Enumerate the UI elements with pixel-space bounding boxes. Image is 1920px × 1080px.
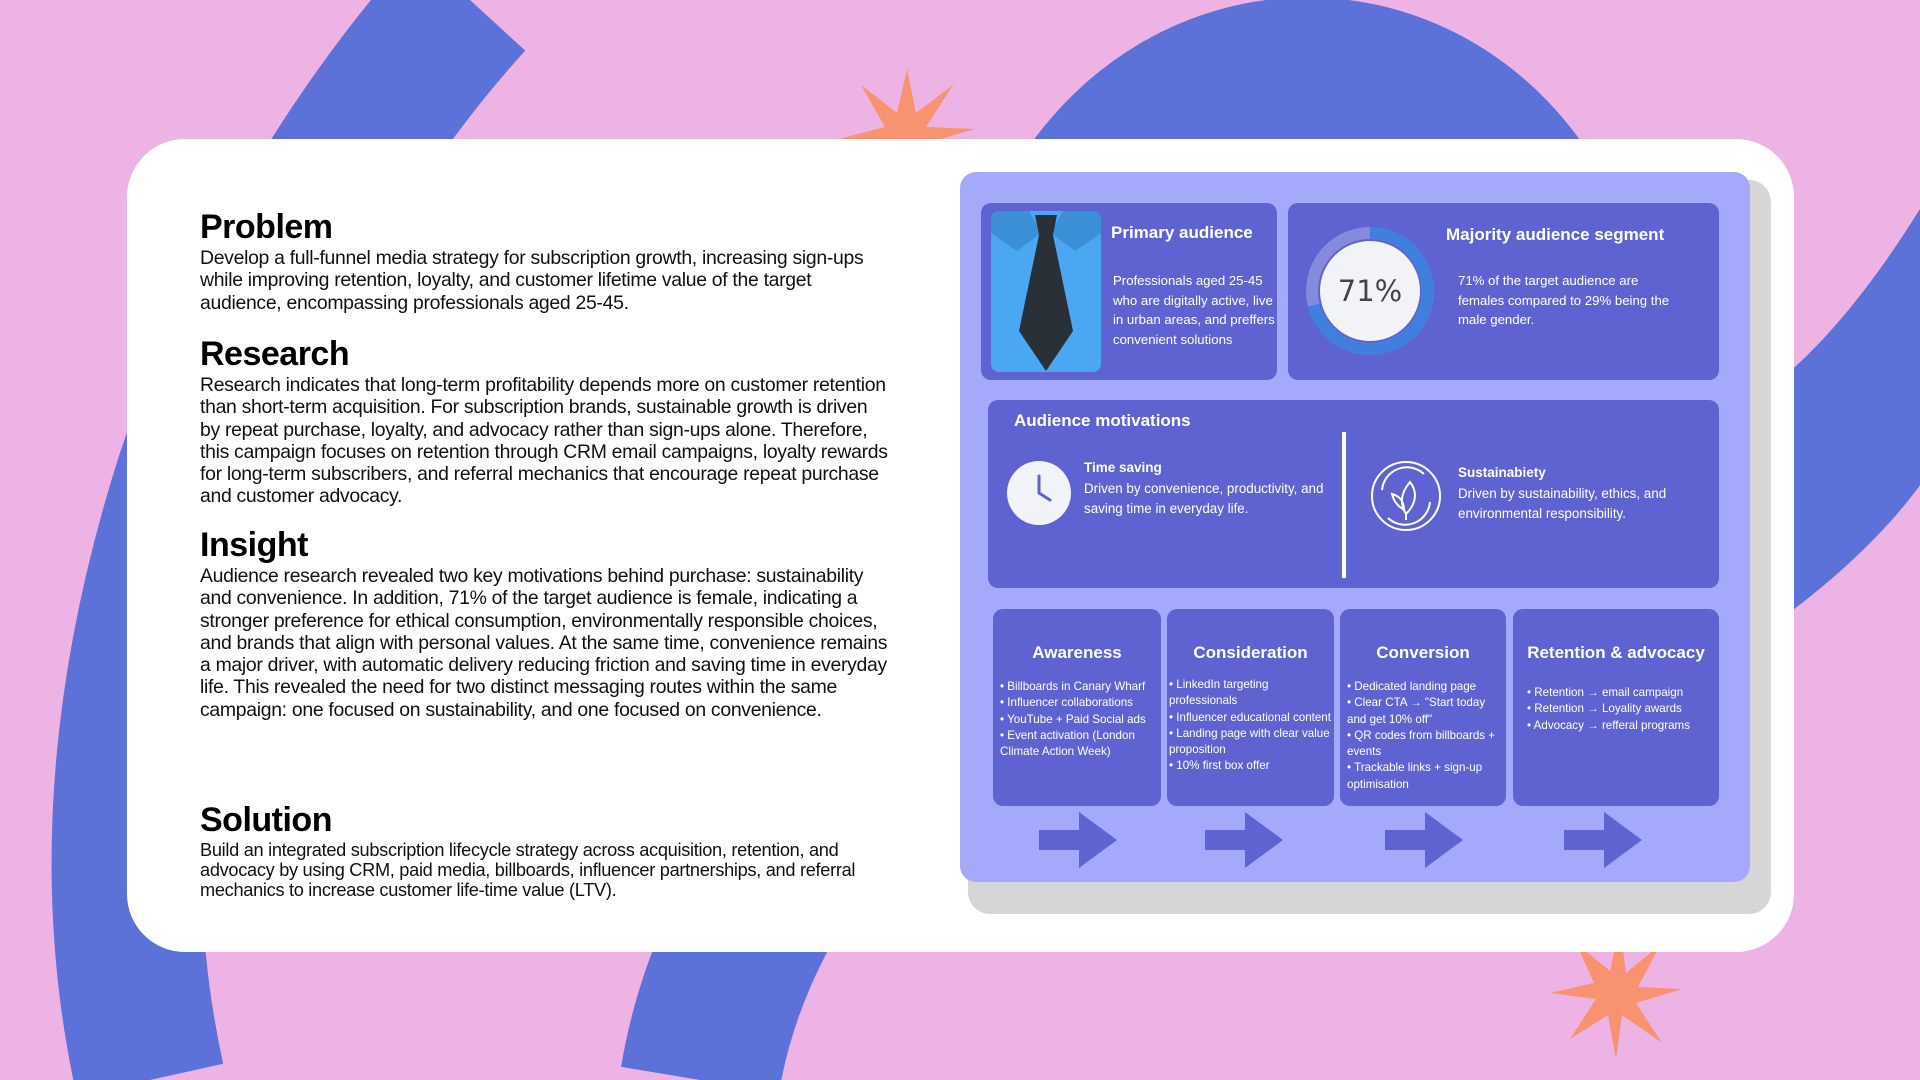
stage-title: Retention & advocacy bbox=[1527, 643, 1705, 662]
stage-title: Conversion bbox=[1376, 643, 1470, 662]
arrow-right-icon bbox=[1385, 812, 1463, 868]
insight-section bbox=[200, 525, 890, 721]
stage-title: Consideration bbox=[1193, 643, 1308, 662]
solution-heading: Solution bbox=[200, 801, 332, 839]
list-item: • Clear CTA → "Start today and get 10% off" bbox=[1347, 695, 1505, 728]
stage-list bbox=[1347, 679, 1505, 793]
primary-audience-title: Primary audience bbox=[1111, 223, 1253, 242]
audience-motivations-card bbox=[988, 400, 1719, 588]
stage-list bbox=[1000, 679, 1164, 760]
research-heading: Research bbox=[200, 335, 350, 373]
solution-text: Build an integrated subscription lifecycle strategy across acquisition, retention, and advocacy by using CRM, paid media, billboards, influencer partnerships, and referral mechanics to increase customer life-time value (LTV). bbox=[200, 840, 856, 900]
list-item: • LinkedIn targeting professionals bbox=[1169, 677, 1331, 710]
list-item: • Influencer educational content bbox=[1169, 710, 1331, 726]
stage-list bbox=[1169, 677, 1331, 775]
motivations-title: Audience motivations bbox=[1014, 411, 1191, 430]
stage-awareness bbox=[993, 609, 1161, 806]
stage-conversion bbox=[1340, 609, 1506, 806]
necktie-icon bbox=[991, 211, 1101, 372]
majority-segment-card bbox=[1288, 203, 1719, 380]
list-item: • Influencer collaborations bbox=[1000, 695, 1164, 711]
stage-retention-advocacy bbox=[1513, 609, 1719, 806]
list-item: • Retention → email campaign bbox=[1527, 685, 1717, 701]
list-item: • YouTube + Paid Social ads bbox=[1000, 712, 1164, 728]
list-item: • Billboards in Canary Wharf bbox=[1000, 679, 1164, 695]
research-text: Research indicates that long-term profitability depends more on customer retention than short-term acquisition. For subscription brands, sustainable growth is driven by repeat purchase, loyalty, and advocacy rather than sign-ups alone. Therefore, this campaign focuses on retention through CRM email campaigns, loyalty rewards for long-term subscribers, and referral mechanics that encourage repeat purchase and customer advocacy. bbox=[200, 374, 888, 508]
audience-panel bbox=[960, 172, 1750, 882]
arrow-right-icon bbox=[1564, 812, 1642, 868]
stage-consideration bbox=[1167, 609, 1334, 806]
problem-heading: Problem bbox=[200, 208, 333, 246]
primary-audience-text: Professionals aged 25-45 who are digitally active, live in urban areas, and preffers convenient solutions bbox=[1113, 273, 1275, 347]
research-section bbox=[200, 334, 890, 508]
problem-text: Develop a full-funnel media strategy for subscription growth, increasing sign-ups while improving retention, loyalty, and customer lifetime value of the target audience, encompassing professionals aged 25-45. bbox=[200, 247, 864, 314]
list-item: • Dedicated landing page bbox=[1347, 679, 1505, 695]
stage-title: Awareness bbox=[1032, 643, 1122, 662]
arrow-right-icon bbox=[1205, 812, 1283, 868]
solution-section bbox=[200, 800, 890, 900]
stage-list bbox=[1527, 685, 1717, 734]
majority-segment-text: 71% of the target audience are females compared to 29% being the male gender. bbox=[1458, 273, 1670, 327]
list-item: • Landing page with clear value proposition bbox=[1169, 726, 1331, 759]
insight-heading: Insight bbox=[200, 526, 308, 564]
time-saving-text: Driven by convenience, productivity, and saving time in everyday life. bbox=[1084, 481, 1324, 516]
motivations-divider bbox=[1342, 432, 1346, 578]
clock-icon bbox=[1006, 460, 1072, 526]
sustainability-text: Driven by sustainability, ethics, and environmental responsibility. bbox=[1458, 486, 1667, 521]
majority-segment-title: Majority audience segment bbox=[1446, 225, 1665, 244]
problem-section bbox=[200, 207, 890, 314]
time-saving-title: Time saving bbox=[1084, 460, 1162, 475]
sustainability-title: Sustainabiety bbox=[1458, 465, 1546, 480]
leaf-icon bbox=[1370, 460, 1442, 532]
primary-audience-card bbox=[981, 203, 1277, 380]
percent-donut bbox=[1304, 225, 1436, 357]
list-item: • QR codes from billboards + events bbox=[1347, 728, 1505, 761]
list-item: • Retention → Loyality awards bbox=[1527, 701, 1717, 717]
list-item: • Event activation (London Climate Action Week) bbox=[1000, 728, 1164, 761]
list-item: • Advocacy → refferal programs bbox=[1527, 718, 1717, 734]
percent-label: 71% bbox=[1337, 274, 1403, 308]
list-item: • Trackable links + sign-up optimisation bbox=[1347, 760, 1505, 793]
insight-text: Audience research revealed two key motivations behind purchase: sustainability and convenience. In addition, 71% of the target audience is female, indicating a stronger preference for ethical consumption, environmentally responsible choices, and brands that align with personal values. At the same time, convenience remains a major driver, with automatic delivery reducing friction and saving time in everyday life. This revealed the need for two distinct messaging routes within the same campaign: one focused on sustainability, and one focused on convenience. bbox=[200, 565, 888, 721]
arrow-right-icon bbox=[1039, 812, 1117, 868]
list-item: • 10% first box offer bbox=[1169, 758, 1331, 774]
